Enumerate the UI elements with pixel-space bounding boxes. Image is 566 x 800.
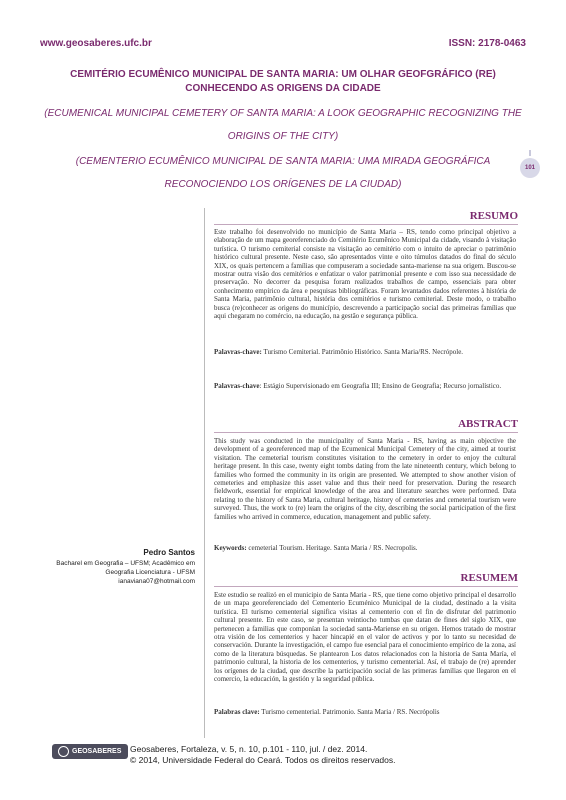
resumo-keywords-label: Palavras-chave: [214, 348, 262, 356]
abstract-text: This study was conducted in the municipality of Santa Maria - RS, having as main objective the development of a georeferenced map of the Ecumenical Municipal Cemetery of the city, aimed at tourist visitation. The cemeterial tourism constitutes visitation to the cemetery in order to enjoy the cultural heritage present. In this case, twenty eight tombs dating from the late nineteenth century, which belong to families who formed the community in its origin are presented. We attempted to show another vision of cemeteries and emphasize this asset value and thus their need for preservation. During the research fieldwork, essential for empirical knowledge of the area and literature searches were performed. Data relating to the history of Santa Maria, cultural heritage, history of cemeteries and cemeterial tourism were surveyed. Thus, the work to (re) learn the origins of the city, describing the social participation of the first families who arrived in commerce, education, management and public safety. [214, 437, 516, 521]
resumo-keywords [214, 348, 516, 357]
keywords-secondary-text: : Estágio Supervisionado em Geografia III; Ensino de Geografia; Recurso jornalístico. [259, 382, 502, 390]
abstract-heading: ABSTRACT [458, 418, 518, 430]
abstract-keywords-text: cemeterial Tourism. Heritage. Santa Maria / RS. Necropolis. [246, 544, 418, 552]
abstract-keywords [214, 544, 516, 553]
resumo-heading: RESUMO [469, 210, 518, 222]
resumem-keywords-text: Turismo cementerial. Patrimonio. Santa Maria / RS. Necrópolis [259, 708, 440, 716]
keywords-secondary [214, 382, 516, 391]
abstract-keywords-label: Keywords: [214, 544, 247, 552]
resumo-rule [214, 224, 518, 225]
resumem-text: Este estudio se realizó en el municipio de Santa Maria - RS, que tiene como objetivo principal el desarrollo de un mapa georeferenciado del Cementerio Ecuménico Municipal de la ciudad, destinado a la visita turística. El turismo cementerial significa visitas al cementerio con el fin de disfrutar del patrimonio cultural presente. En este caso, se presentan veintiocho tumbas que datan de fines del siglo XIX, que pertenecen a familias que componían la sociedad santa-Mariense en su origen. Hemos tratado de mostrar otra visión de los cementerios y hacer hincapié en el valor de activos y por lo tanto su necesidad de conservación. Durante la investigación, el campo fue esencial para el conocimiento empírico de la zona, así como de la literatura búsquedas. Se plantearon Los datos relacionados con la historia de Santa María, el patrimonio cultural, la historia de los cementerios, y turismo cementerial. Así, el trabajo de (re) aprender los orígenes de la ciudad, que describe la participación social de las primeras familias que llegaron en el comercio, la educación, la gestión y la seguridad pública. [214, 591, 516, 684]
logo-text: GEOSABERES [72, 748, 122, 755]
keywords-secondary-label: Palavras-chave [214, 382, 260, 390]
footer-line-1: Geosaberes, Fortaleza, v. 5, n. 10, p.101 - 110, jul. / dez. 2014. [130, 744, 368, 754]
title-portuguese: CEMITÉRIO ECUMÊNICO MUNICIPAL DE SANTA MARIA: UM OLHAR GEOFGRÁFICO (RE) CONHECENDO AS ORIGENS DA CIDADE [70, 69, 496, 94]
resumem-rule [214, 586, 518, 587]
title-block [40, 68, 526, 196]
resumem-keywords [214, 708, 516, 717]
footer-line-2: © 2014, Universidade Federal do Ceará. Todos os direitos reservados. [130, 755, 396, 765]
resumo-text: Este trabalho foi desenvolvido no município de Santa Maria – RS, tendo como principal objetivo a elaboração de um mapa georeferenciado do Cemitério Ecumênico Municipal da cidade, visando à visitação turística. O turismo cemiterial consiste na visitação ao cemitério com o intuito de apreciar o patrimônio histórico cultural presente. Neste caso, são apresentados vinte e oito túmulos datados do final do século XIX, os quais pertencem a famílias que compuseram a sociedade santa-mariense na sua origem. Buscou-se mostrar outra visão dos cemitérios e enfatizar o valor patrimonial presente e com isso sua necessidade de preservação. No decorrer da pesquisa foram realizados trabalhos de campo, essenciais para obter conhecimento empírico da área e pesquisas bibliográficas. Foram levantados dados referentes à história de Santa Maria, patrimônio cultural, história dos cemitérios e turismo cemiterial. Deste modo, o trabalho busca (re)conhecer as origens do município, descrevendo a participação social das primeiras famílias que aqui chegaram no comércio, na educação, na gestão e segurança pública. [214, 228, 516, 321]
title-english: (ECUMENICAL MUNICIPAL CEMETERY OF SANTA MARIA: A LOOK GEOGRAPHIC RECOGNIZING THE ORIGINS OF THE CITY) [44, 108, 522, 142]
geosaberes-logo [52, 744, 128, 759]
page-number-badge: 101 [520, 158, 540, 178]
resumem-keywords-label: Palabras clave: [214, 708, 260, 716]
author-affiliation-1: Bacharel em Geografia – UFSM; Acadêmico em [56, 560, 195, 567]
author-email[interactable]: ianaviana07@hotmail.com [118, 578, 195, 585]
abstract-rule [214, 432, 518, 433]
author-affiliation-2: Geografia Licenciatura - UFSM [105, 569, 195, 576]
title-spanish: (CEMENTERIO ECUMÊNICO MUNICIPAL DE SANTA MARIA: UMA MIRADA GEOGRÁFICA RECONOCIENDO LOS ORÍGENES DE LA CIUDAD) [75, 156, 491, 190]
footer-citation [130, 744, 396, 766]
issn: ISSN: 2178-0463 [448, 38, 526, 49]
resumo-keywords-text: Turismo Cemiterial. Patrimônio Histórico. Santa Maria/RS. Necrópole. [261, 348, 464, 356]
author-name: Pedro Santos [143, 548, 195, 557]
globe-icon [58, 746, 69, 757]
author-block [40, 548, 195, 586]
column-divider [204, 208, 205, 738]
site-url[interactable]: www.geosaberes.ufc.br [40, 38, 152, 49]
resumem-heading: RESUMEM [460, 572, 518, 584]
